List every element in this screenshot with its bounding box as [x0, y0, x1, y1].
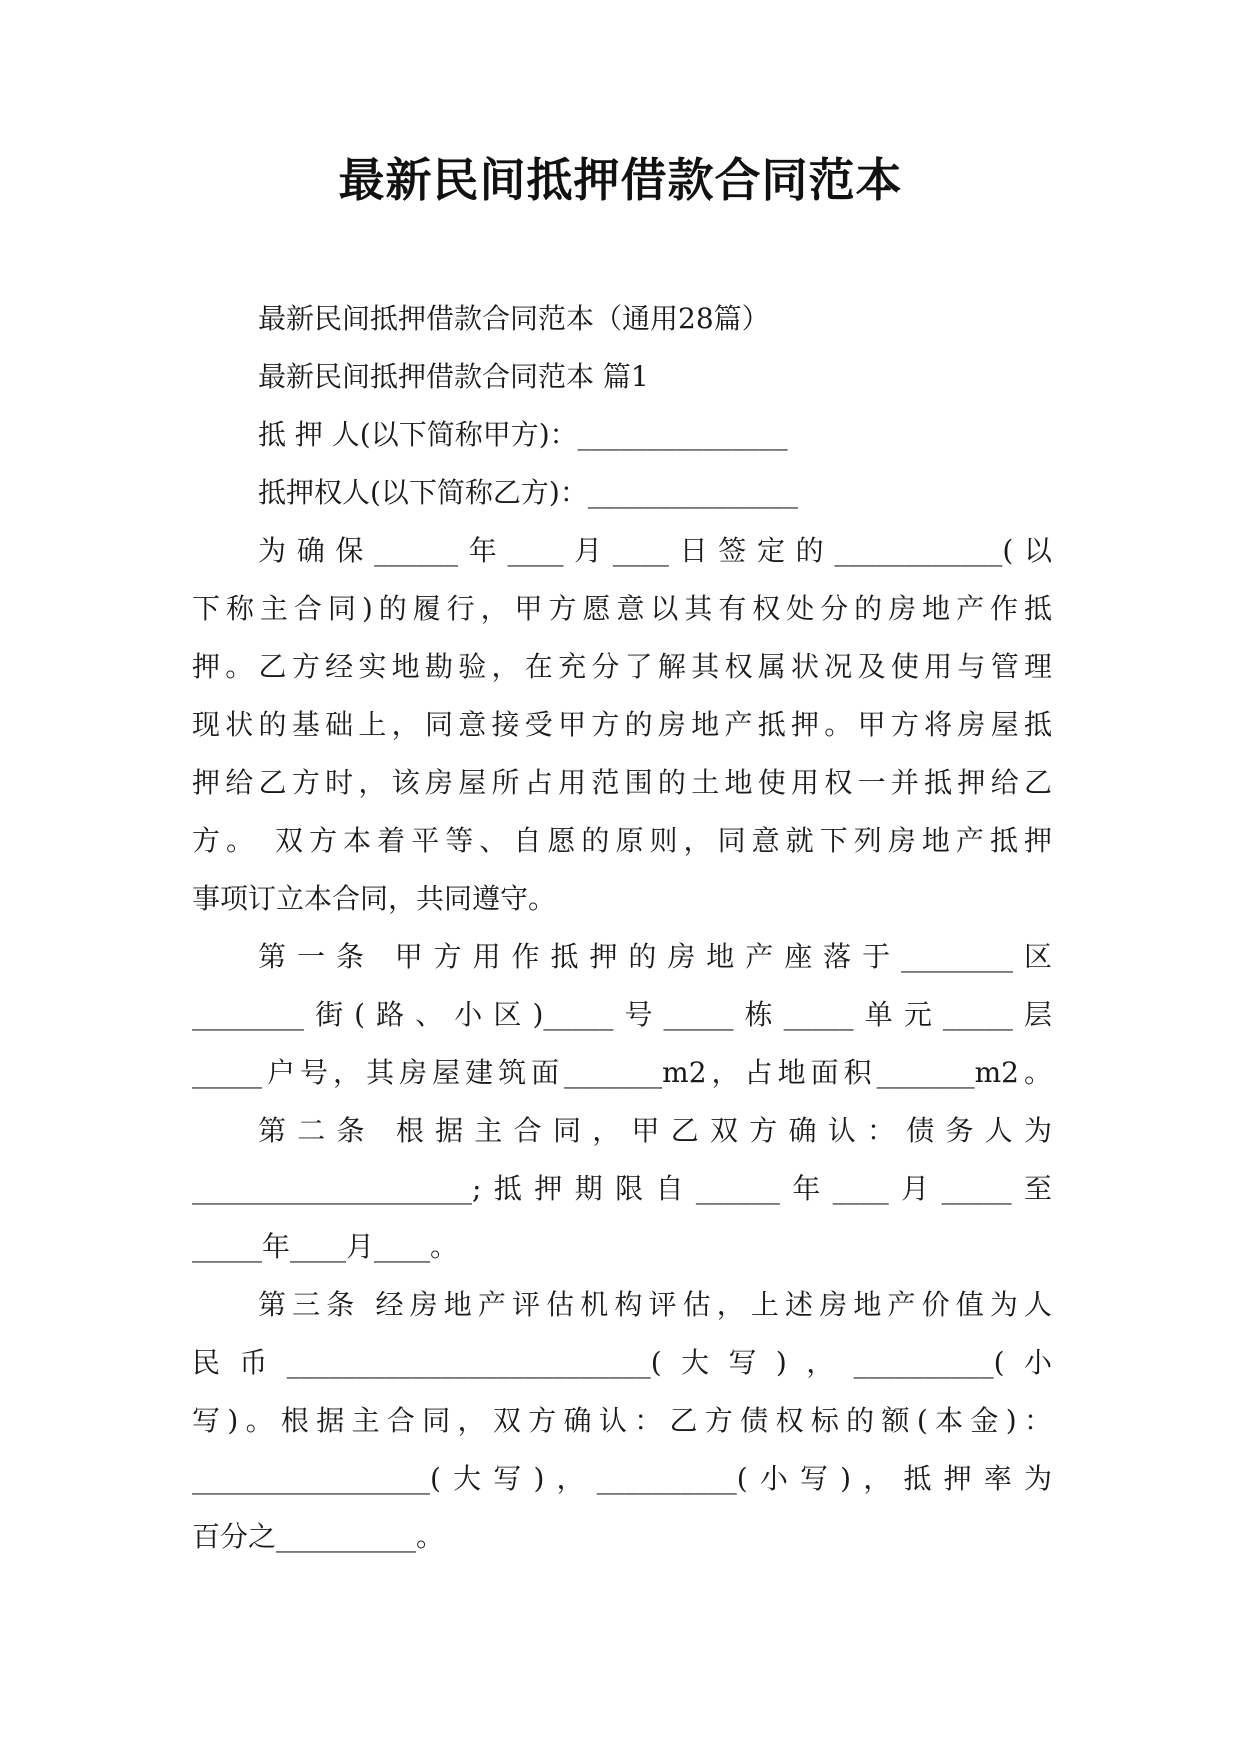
article-2-line: _____年____月____。 [192, 1230, 459, 1263]
article-1-line: 第一条 甲方用作抵押的房地产座落于________区 [258, 940, 1052, 973]
paragraph-line: 现状的基础上，同意接受甲方的房地产抵押。甲方将房屋抵 [192, 708, 1052, 741]
article-2-line: ____________________;抵押期限自______年____月_____至 [192, 1172, 1052, 1205]
article-1-line: ________街(路、小区)_____号_____栋_____单元_____层 [192, 998, 1052, 1031]
document-title: 最新民间抵押借款合同范本 [338, 153, 903, 207]
paragraph-line: 事项订立本合同，共同遵守。 [192, 882, 557, 915]
subtitle-line: 最新民间抵押借款合同范本（通用28篇） [258, 302, 770, 335]
paragraph-line: 方。 双方本着平等、自愿的原则，同意就下列房地产抵押 [192, 824, 1052, 857]
paragraph-line: 为确保______年____月____日签定的____________(以 [258, 534, 1052, 567]
article-2-line: 第二条 根据主合同，甲乙双方确认：债务人为 [258, 1114, 1052, 1147]
section-heading: 最新民间抵押借款合同范本 篇1 [258, 360, 649, 393]
paragraph-line: 押。乙方经实地勘验，在充分了解其权属状况及使用与管理 [192, 650, 1052, 683]
article-3-line: 民币__________________________(大写)，__________(小 [192, 1346, 1052, 1379]
paragraph-line: 下称主合同)的履行，甲方愿意以其有权处分的房地产作抵 [192, 592, 1052, 625]
document-body [192, 290, 1052, 1566]
party-b-line: 抵押权人(以下简称乙方)：_______________ [258, 476, 798, 509]
article-1-line: _____户号，其房屋建筑面_______m2，占地面积_______m2。 [192, 1056, 1052, 1089]
article-3-line: 百分之__________。 [192, 1520, 445, 1553]
party-a-line: 抵 押 人(以下简称甲方)：_______________ [258, 418, 788, 451]
article-3-line: _________________(大写)，__________(小写)，抵押率为 [192, 1462, 1052, 1495]
paragraph-line: 押给乙方时，该房屋所占用范围的土地使用权一并抵押给乙 [192, 766, 1052, 799]
article-3-line: 第三条 经房地产评估机构评估，上述房地产价值为人 [258, 1288, 1052, 1321]
article-3-line: 写)。根据主合同，双方确认：乙方债权标的额(本金)： [192, 1404, 1052, 1437]
